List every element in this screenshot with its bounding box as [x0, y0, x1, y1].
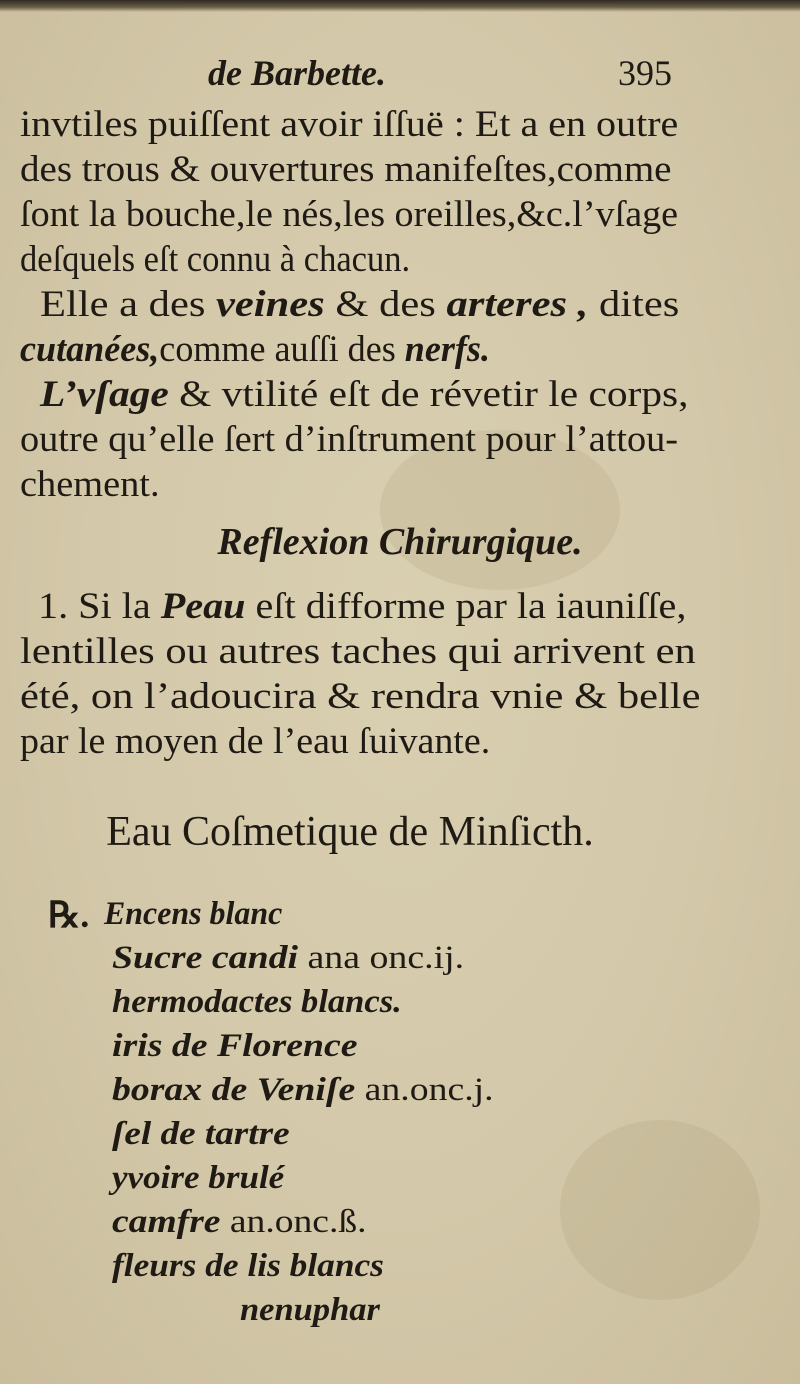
text-line [112, 1246, 384, 1286]
text-line [20, 239, 410, 281]
text-run: an.onc.j. [355, 1072, 494, 1108]
text-line [20, 149, 672, 191]
italic-term: nerfs. [404, 329, 490, 370]
text-run: ſont la bouche,le nés,les oreilles,&c.l’vſage [20, 194, 679, 235]
italic-term: L’vſage [40, 374, 169, 415]
recipe-symbol: ℞. [48, 895, 90, 935]
text-line [104, 894, 282, 934]
text-run: an.onc.ß. [220, 1204, 367, 1240]
text-line [112, 982, 402, 1022]
text-run: invtiles puiſſent avoir iſſuë : Et a en outre [20, 104, 679, 145]
text-line [112, 938, 464, 978]
text-line [112, 1202, 367, 1242]
text-run: eſt difforme par la iauniſſe, [245, 586, 687, 627]
section-heading-eau-cosmetique: Eau Coſmetique de Minſicth. [106, 809, 594, 855]
text-line [40, 374, 689, 416]
italic-term: camfre [112, 1204, 221, 1240]
text-run: comme auſſi des [159, 329, 405, 370]
italic-term: Encens blanc [104, 896, 283, 932]
text-line [20, 464, 160, 506]
italic-term: Sucre candi [112, 940, 299, 976]
running-header: de Barbette. [208, 53, 386, 93]
text-run: & des [324, 284, 447, 325]
paper-stain [560, 1120, 760, 1300]
italic-term: arteres , [446, 284, 589, 325]
page-top-edge [0, 0, 800, 12]
text-run: outre qu’elle ſert d’inſtrument pour l’attou- [20, 419, 678, 460]
text-run: ana onc.ij. [298, 940, 465, 976]
italic-term: borax de Veniſe [112, 1072, 356, 1108]
text-run: 1. Si la [38, 586, 161, 627]
text-line [20, 631, 696, 673]
italic-term: veines [216, 284, 325, 325]
text-run: été, on l’adoucira & rendra vnie & belle [20, 676, 701, 717]
italic-term: iris de Florence [112, 1028, 358, 1064]
text-line [20, 721, 490, 763]
italic-term: nenuphar [240, 1292, 380, 1328]
text-run: chement. [20, 464, 160, 505]
text-line [20, 676, 701, 718]
text-run: par le moyen de l’eau ſuivante. [20, 721, 491, 762]
text-run: & vtilité eſt de révetir le corps, [168, 374, 689, 415]
text-line [20, 194, 678, 236]
text-line [38, 586, 686, 628]
text-line [40, 284, 679, 326]
page-number: 395 [618, 53, 672, 93]
text-run: lentilles ou autres taches qui arrivent en [20, 631, 696, 672]
text-line [20, 329, 490, 371]
text-line [112, 1026, 358, 1066]
text-line [240, 1290, 380, 1330]
italic-term: cutanées, [20, 329, 160, 370]
text-line [112, 1158, 284, 1198]
italic-term: fleurs de lis blancs [112, 1248, 384, 1284]
text-line [20, 104, 678, 146]
text-run: deſquels eſt connu à chacun. [20, 239, 411, 280]
text-run: Elle a des [40, 284, 217, 325]
italic-term: Peau [160, 586, 246, 627]
text-run: dites [588, 284, 680, 325]
text-line [112, 1114, 290, 1154]
italic-term: ſel de tartre [112, 1116, 290, 1152]
section-heading-reflexion: Reflexion Chirurgique. [217, 521, 583, 563]
italic-term: hermodactes blancs. [112, 984, 402, 1020]
italic-term: yvoire brulé [112, 1160, 285, 1196]
text-line [112, 1070, 494, 1110]
text-run: des trous & ouvertures manifeſtes,comme [20, 149, 672, 190]
text-line [20, 419, 678, 461]
